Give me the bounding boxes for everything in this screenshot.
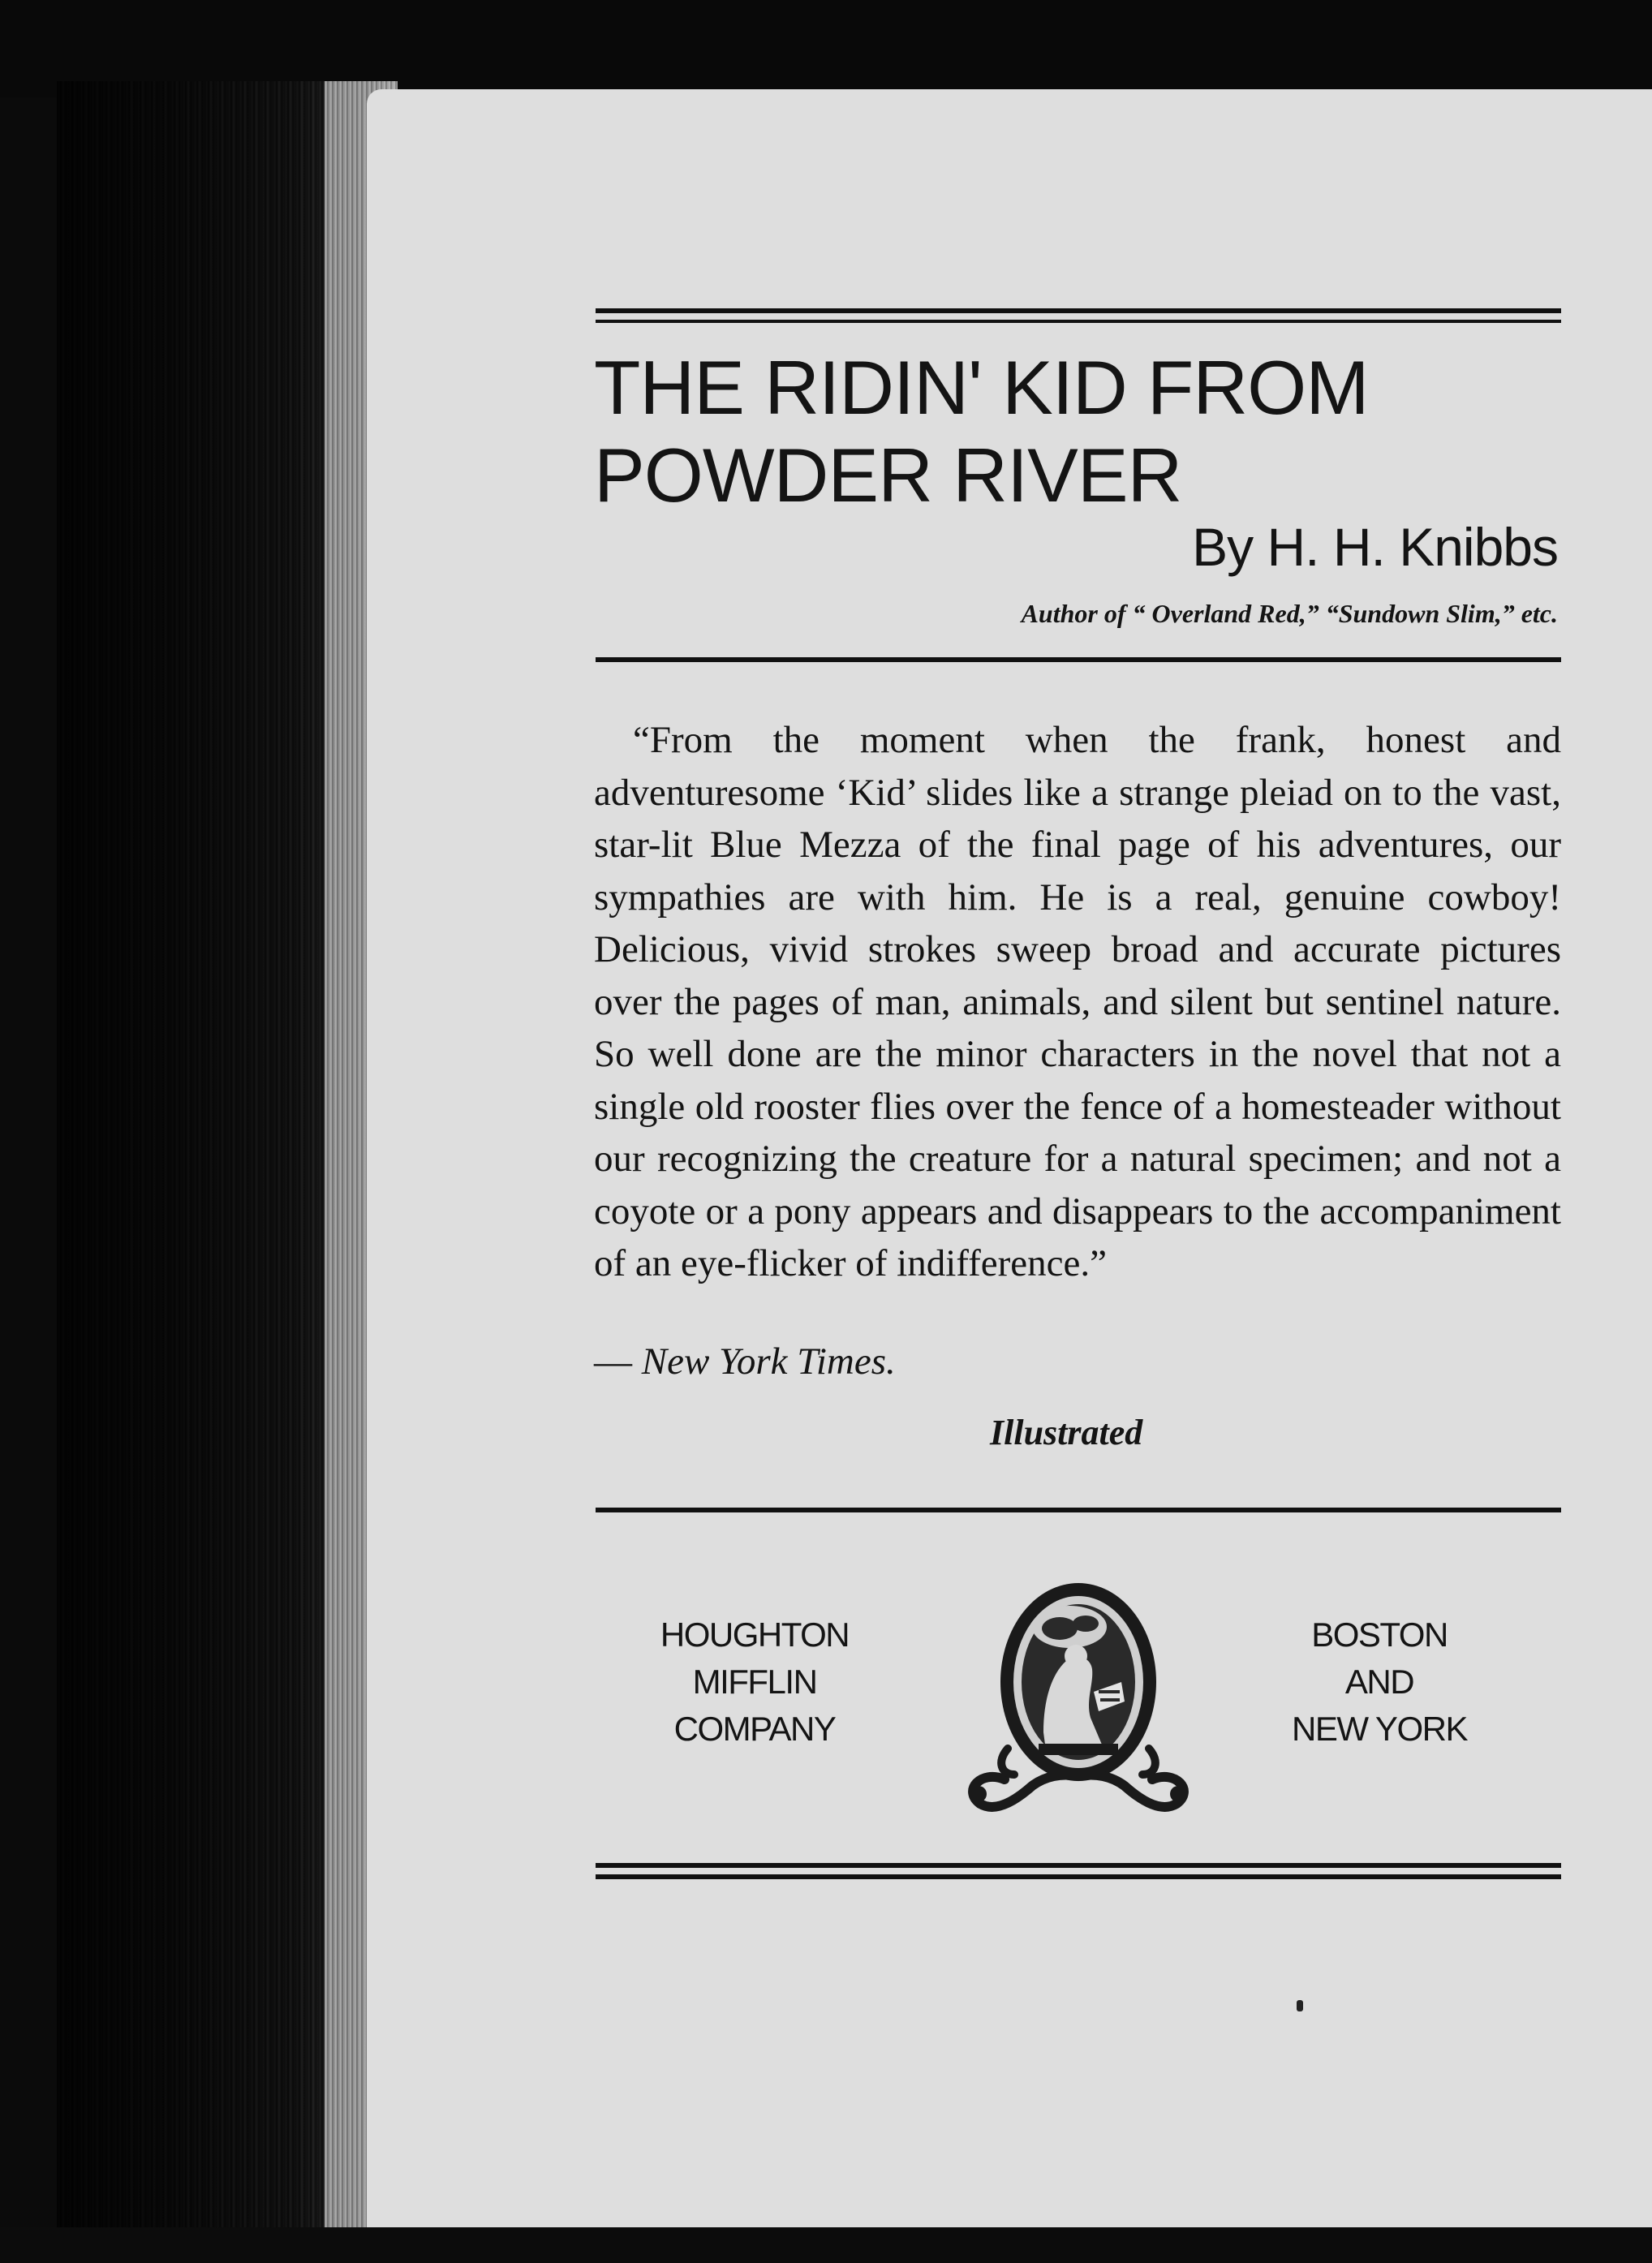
source-dash: — — [594, 1340, 632, 1383]
book-title — [594, 344, 1568, 519]
title-line-2: POWDER RIVER — [594, 432, 1182, 518]
city-line-3: NEW YORK — [1292, 1710, 1467, 1748]
review-source — [594, 1340, 896, 1383]
publisher-line-1: HOUGHTON — [660, 1616, 850, 1654]
source-publication: New York Times. — [641, 1340, 896, 1383]
author-of-book-1: “ Overland Red,” — [1132, 599, 1319, 628]
author-of-suffix: etc. — [1521, 599, 1558, 628]
city-line-1: BOSTON — [1311, 1616, 1448, 1654]
illustrated-label: Illustrated — [990, 1413, 1143, 1452]
author-byline: By H. H. Knibbs — [1192, 517, 1558, 577]
publisher-line-3: COMPANY — [673, 1710, 836, 1748]
author-other-works — [1022, 599, 1558, 629]
publisher-line-2: MIFFLIN — [692, 1663, 817, 1701]
author-of-prefix: Author of — [1021, 599, 1126, 628]
scan-bottom-border — [0, 2227, 1652, 2263]
review-quote — [594, 714, 1561, 1290]
byline-rule — [596, 657, 1561, 662]
publisher-name — [625, 1611, 884, 1753]
publisher-cities — [1250, 1611, 1509, 1753]
author-of-book-2: “Sundown Slim,” — [1325, 599, 1515, 628]
publisher-colophon-icon — [948, 1578, 1209, 1813]
review-text: “From the moment when the frank, honest and adventuresome ‘Kid’ slides like a strange pleiad on to the vast, star-lit Blue Mezza of the final page of his adventures, our sympathies are with him. He is a real, genuine cowboy! Delicious, vivid strokes sweep broad and accurate pictures over the pages of man, animals, and silent but sentinel nature. So well done are the minor characters in the novel that not a single old rooster flies over the fence of a homesteader without our recognizing the creature for a natural specimen; and not a coyote or a pony appears and disappears to the accompaniment of an eye-flicker of indifference.” — [594, 719, 1561, 1284]
title-line-1: THE RIDIN' KID FROM — [594, 345, 1369, 430]
ink-speck — [1297, 2000, 1303, 2011]
top-double-rule — [596, 308, 1561, 328]
bottom-double-rule — [596, 1863, 1561, 1884]
publisher-top-rule — [596, 1508, 1561, 1512]
city-line-2: AND — [1344, 1663, 1414, 1701]
